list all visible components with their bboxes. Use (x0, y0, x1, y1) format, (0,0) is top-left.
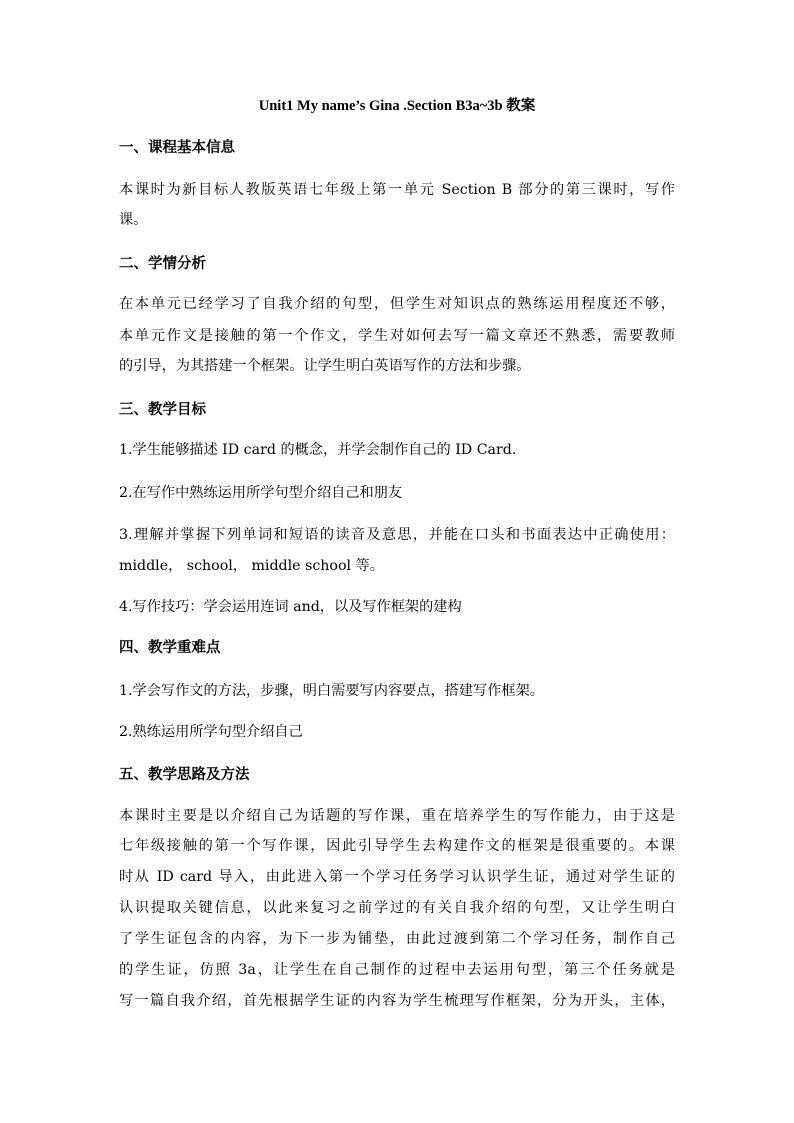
paragraph-line: 七年级接触的第一个写作课，因此引导学生去构建作文的框架是很重要的。本课 (119, 838, 675, 854)
paragraph-line: 写一篇自我介绍，首先根据学生证的内容为学生梳理写作框架，分为开头，主体， (119, 993, 675, 1009)
list-item: 1.学会写作文的方法，步骤，明白需要写内容要点，搭建写作框架。 (119, 683, 544, 699)
section-heading: 一、课程基本信息 (119, 139, 235, 156)
paragraph-line: 本课时为新目标人教版英语七年级上第一单元 Section B 部分的第三课时，写作 (119, 182, 675, 198)
paragraph-line: 在本单元已经学习了自我介绍的句型，但学生对知识点的熟练运用程度还不够， (119, 296, 675, 312)
paragraph-line: 课。 (119, 212, 148, 228)
list-item: 1.学生能够描述 ID card 的概念，并学会制作自己的 ID Card. (119, 442, 517, 458)
paragraph-line: 的引导，为其搭建一个框架。让学生明白英语写作的方法和步骤。 (119, 358, 531, 374)
paragraph-line: 本单元作文是接触的第一个作文，学生对如何去写一篇文章还不熟悉，需要教师 (119, 328, 675, 344)
paragraph-line: 的学生证，仿照 3a，让学生在自己制作的过程中去运用句型，第三个任务就是 (119, 962, 675, 978)
list-item: 3.理解并掌握下列单词和短语的读音及意思，并能在口头和书面表达中正确使用： (119, 527, 675, 543)
section-heading: 五、教学思路及方法 (119, 766, 250, 783)
paragraph-line: 本课时主要是以介绍自己为话题的写作课，重在培养学生的写作能力，由于这是 (119, 808, 675, 824)
list-item-continuation: middle， school， middle school 等。 (119, 558, 384, 574)
section-heading: 三、教学目标 (119, 401, 206, 418)
list-item: 4.写作技巧：学会运用连词 and，以及写作框架的建构 (119, 599, 462, 615)
paragraph-line: 了学生证包含的内容，为下一步为铺垫，由此过渡到第二个学习任务，制作自己 (119, 931, 675, 947)
list-item: 2.在写作中熟练运用所学句型介绍自己和朋友 (119, 485, 403, 501)
section-heading: 四、教学重难点 (119, 639, 221, 656)
paragraph-line: 认识提取关键信息，以此来复习之前学过的有关自我介绍的句型，又让学生明白 (119, 900, 675, 916)
section-heading: 二、学情分析 (119, 255, 206, 272)
document-title: Unit1 My name’s Gina .Section B3a~3b 教案 (258, 98, 536, 114)
paragraph-line: 时从 ID card 导入，由此进入第一个学习任务学习认识学生证，通过对学生证的 (119, 869, 675, 885)
list-item: 2.熟练运用所学句型介绍自己 (119, 724, 303, 740)
